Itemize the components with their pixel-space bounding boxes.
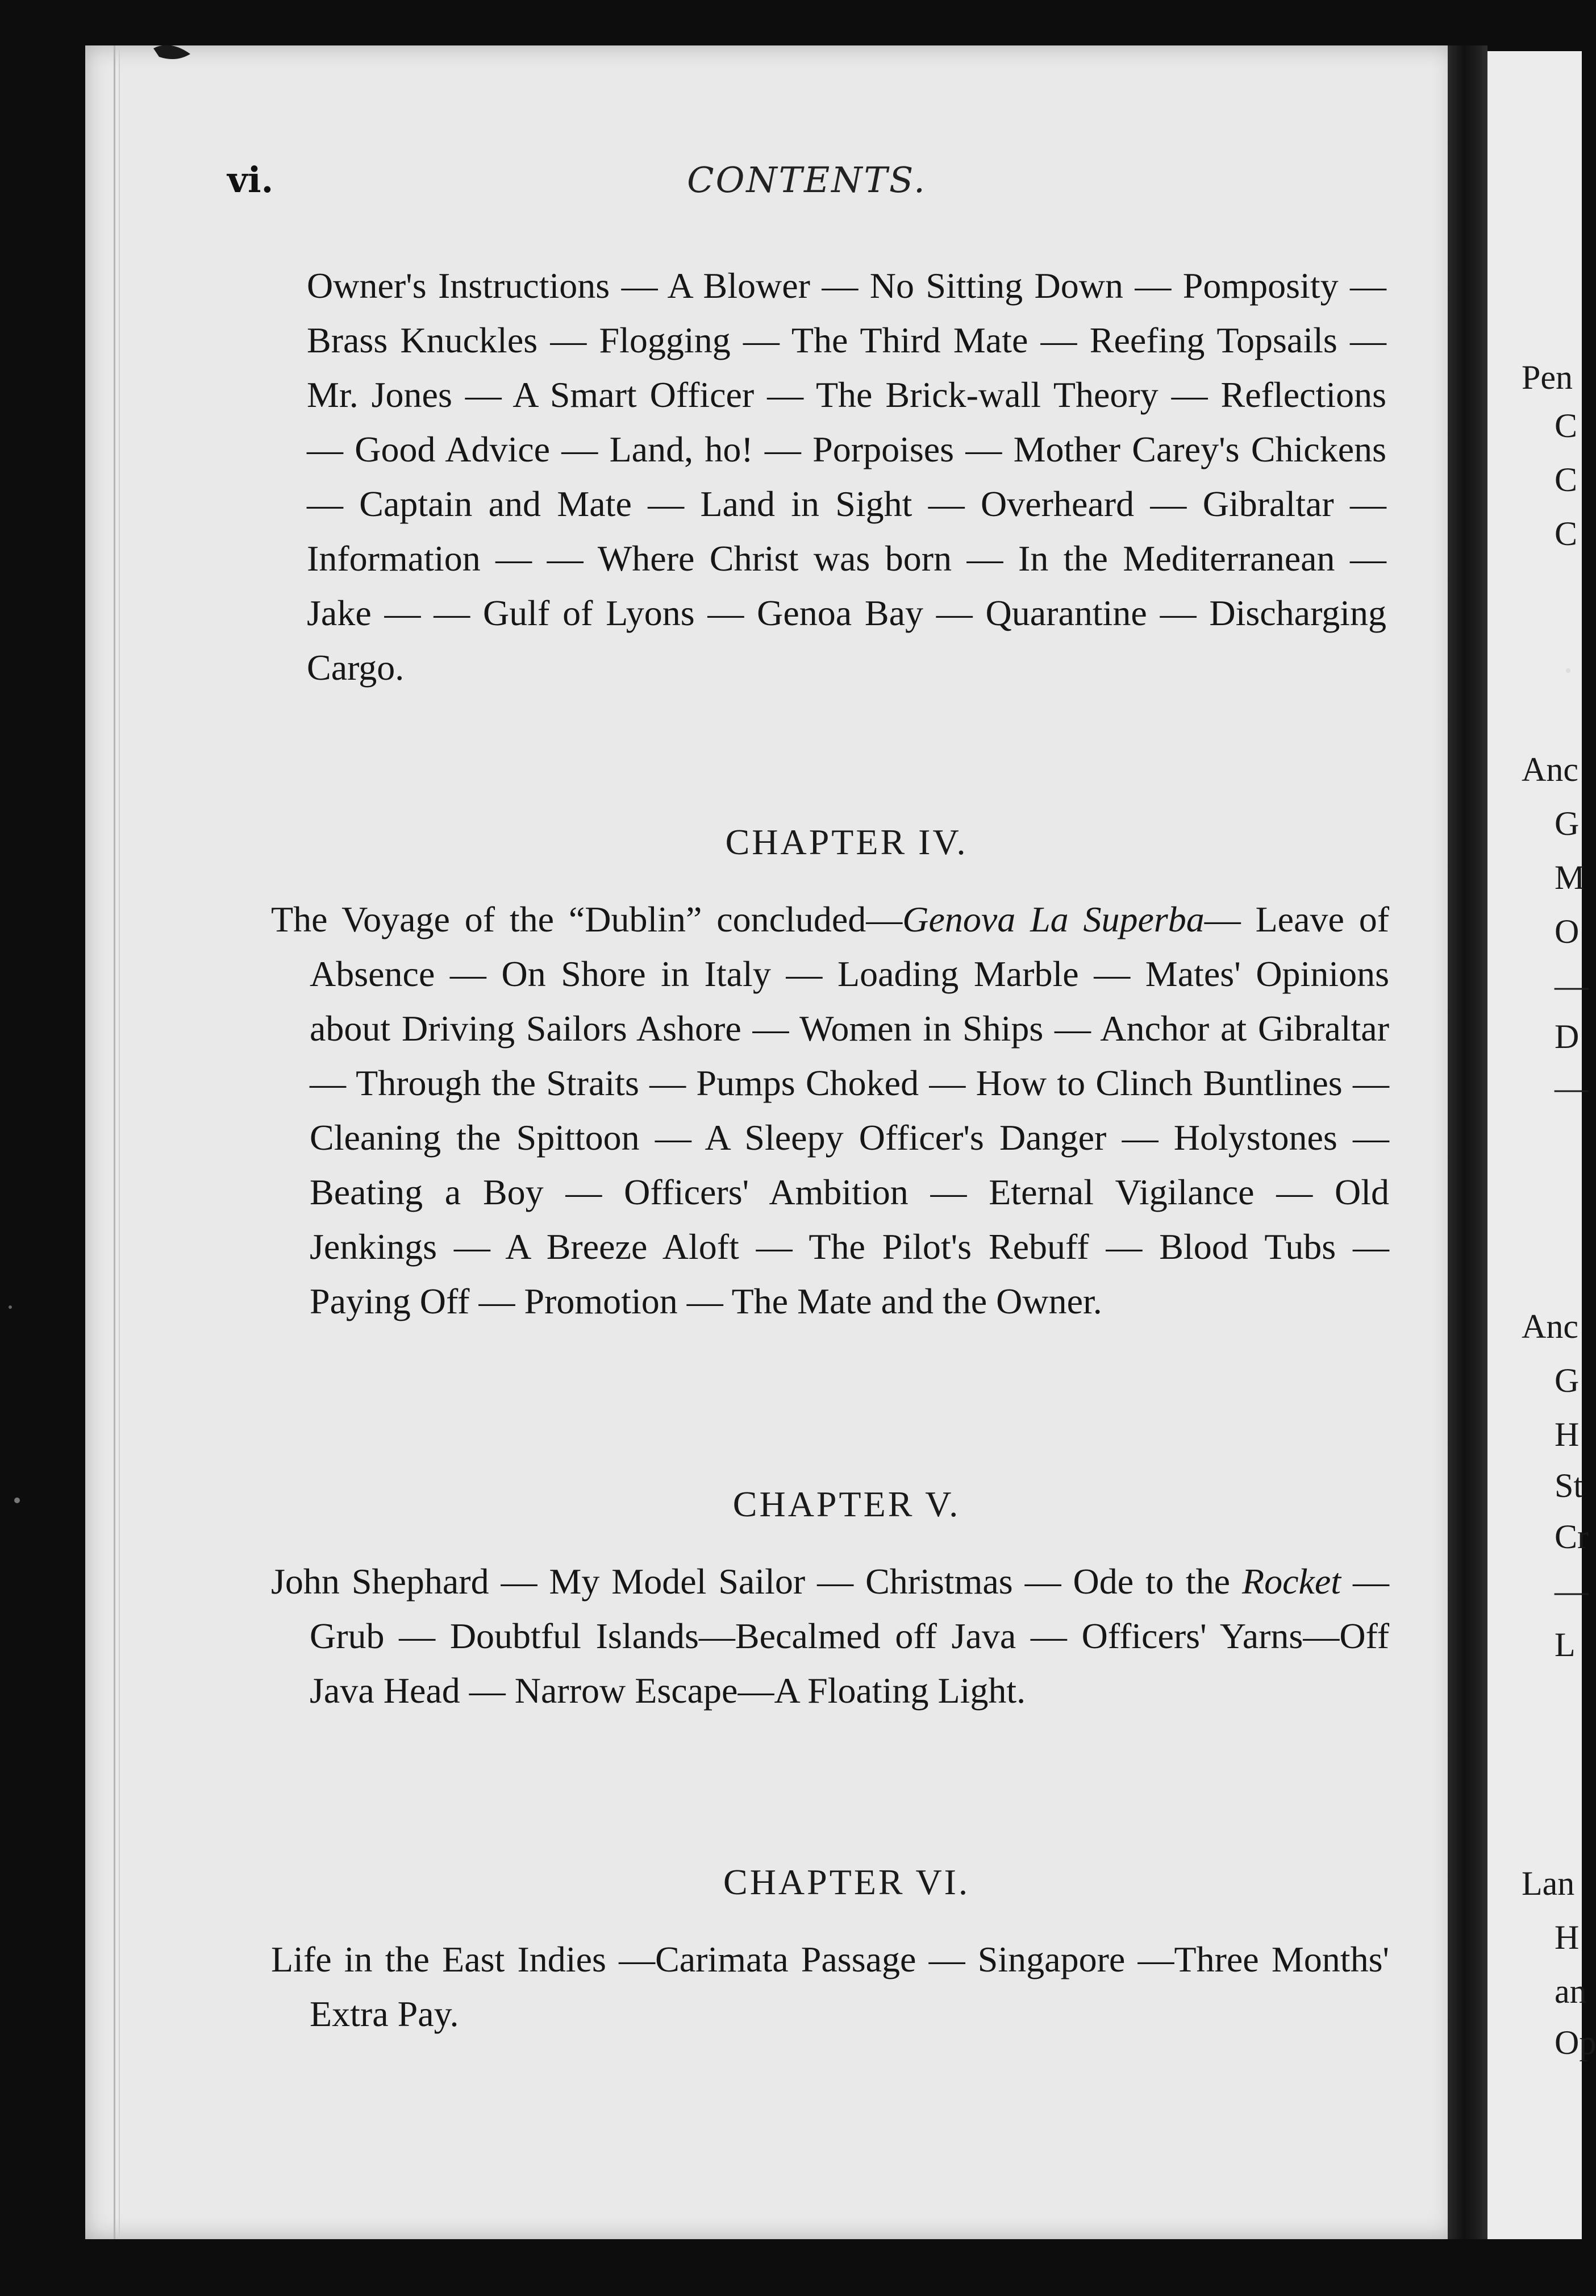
book-gutter bbox=[1448, 45, 1487, 2239]
chapter-synopsis bbox=[271, 892, 1390, 1329]
facing-fragment: Cr bbox=[1555, 1518, 1589, 1555]
facing-fragment: L bbox=[1555, 1626, 1576, 1663]
facing-fragment: St bbox=[1555, 1467, 1584, 1504]
chapter-synopsis bbox=[271, 1554, 1390, 1718]
facing-fragment: C bbox=[1555, 515, 1578, 552]
facing-fragment: G bbox=[1555, 1362, 1580, 1399]
facing-fragment: an bbox=[1555, 1973, 1587, 2010]
facing-fragment: H bbox=[1555, 1416, 1580, 1453]
facing-fragment: — bbox=[1555, 1069, 1589, 1107]
facing-fragment: H bbox=[1555, 1919, 1580, 1956]
facing-fragment: — bbox=[1555, 967, 1589, 1004]
facing-fragment: Pen bbox=[1522, 359, 1573, 396]
chapter-synopsis: Life in the East Indies —Carimata Passage — Singapore —Three Months' Extra Pay. bbox=[271, 1939, 1389, 2034]
facing-fragment: G bbox=[1555, 805, 1580, 842]
facing-page-edge bbox=[1487, 51, 1596, 2239]
chapter-heading: CHAPTER IV. bbox=[725, 822, 968, 862]
running-head bbox=[227, 159, 1386, 210]
facing-fragment: — bbox=[1555, 1572, 1589, 1609]
chapter-synopsis-continued: Owner's Instructions — A Blower — No Sitting Down — Pomposity — Brass Knuckles — Flogging — The Third Mate — Reefing Topsails — Mr. Jones — A Smart Officer — The Brick-wall Theory — Reflections — Good Advice — Land, ho! — Porpoises — Mother Carey's Chickens — Captain and Mate — Land in Sight — Overheard — Gibraltar — Information — — Where Christ was born — In the Mediterranean — Jake — — Gulf of Lyons — Genoa Bay — Quarantine — Discharging Cargo. bbox=[307, 265, 1386, 688]
facing-fragment: O bbox=[1555, 913, 1580, 950]
synopsis-lead: The Voyage of the “Dublin” concluded— bbox=[271, 899, 903, 939]
chapter-heading: CHAPTER V. bbox=[732, 1484, 961, 1524]
synopsis-lead: John Shephard — My Model Sailor — Christmas — Ode to the bbox=[271, 1561, 1242, 1602]
synopsis-body: — Leave of Absence — On Shore in Italy — Loading Marble — Mates' Opinions about Driving Sailors Ashore — Women in Ships — Anchor at Gibraltar — Through the Straits — Pumps Choked — How to Clinch Buntlines — Cleaning the Spittoon — A Sleepy Officer's Danger — Holystones — Beating a Boy — Officers' Ambition — Eternal Vigilance — Old Jenkings — A Breeze Aloft — The Pilot's Rebuff — Blood Tubs — Paying Off — Promotion — The Mate and the Owner. bbox=[310, 899, 1390, 1321]
synopsis-italic: Rocket bbox=[1241, 1561, 1341, 1602]
synopsis-italic: Genova La Superba bbox=[902, 899, 1205, 939]
page-title: CONTENTS. bbox=[687, 159, 927, 201]
facing-fragment: C bbox=[1555, 461, 1578, 498]
synopsis-body: — Grub — Doubtful Islands—Becalmed off Java — Officers' Yarns—Off Java Head — Narrow Escape—A Floating Light. bbox=[310, 1561, 1390, 1711]
facing-fragment: D bbox=[1555, 1018, 1580, 1055]
facing-fragment: Anc bbox=[1522, 1308, 1578, 1345]
facing-fragment: Lan bbox=[1522, 1865, 1575, 1902]
page-number: vi. bbox=[227, 159, 274, 201]
facing-fragment: M bbox=[1555, 859, 1585, 896]
facing-fragment: C bbox=[1555, 407, 1578, 444]
facing-fragment: Anc bbox=[1522, 751, 1578, 788]
chapter-heading: CHAPTER VI. bbox=[723, 1862, 970, 1902]
facing-fragment: Op bbox=[1555, 2024, 1596, 2061]
